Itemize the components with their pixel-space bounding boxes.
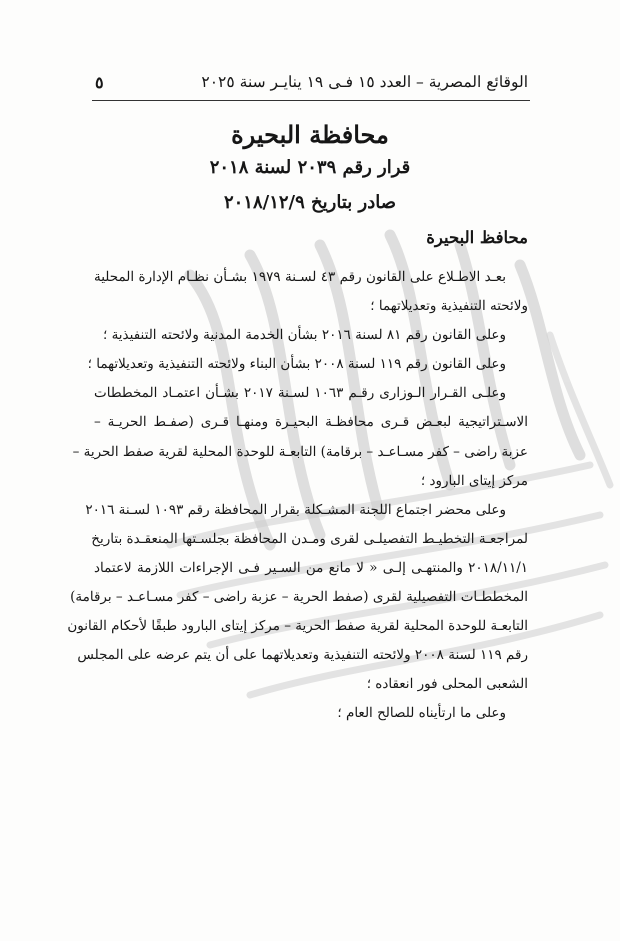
governorate-title: محافظة البحيرة	[231, 120, 389, 149]
body-line: الشعبى المحلى فور انعقاده ؛	[366, 676, 528, 693]
decree-body	[67, 263, 528, 729]
body-line: وعلى محضر اجتماع اللجنة المشـكلة بقرار المحافظة رقم ١٠٩٣ لسـنة ٢٠١٦	[85, 501, 506, 518]
body-line: عزبة راضى – كفر مسـاعـد – برقامة) التابعـة للوحدة المحلية لقرية صفط الحرية –	[72, 443, 528, 460]
body-line: مركز إيتاى البارود ؛	[420, 472, 528, 489]
body-line: رقم ١١٩ لسنة ٢٠٠٨ ولائحته التنفيذية وتعديلاتهما على أن يتم عرضه على المجلس	[77, 647, 528, 664]
body-line: التابعـة للوحدة المحلية لقرية صفط الحرية – مركز إيتاى البارود طبقًا لأحكام القانون	[67, 618, 528, 635]
body-line: وعلى ما ارتأيناه للصالح العام ؛	[337, 705, 506, 722]
body-line: ٢٠١٨/١١/١ والمنتهـى إلـى « لا مانع من السـير فـى الإجراءات اللازمة لاعتماد	[94, 559, 528, 576]
body-line: وعلى القانون رقم ١١٩ لسنة ٢٠٠٨ بشأن البناء ولائحته التنفيذية وتعديلاتهما ؛	[87, 356, 506, 373]
issue-date: صادر بتاريخ ٢٠١٨/١٢/٩	[223, 192, 397, 213]
body-line: وعلى القانون رقم ٨١ لسنة ٢٠١٦ بشأن الخدمة المدنية ولائحته التنفيذية ؛	[102, 327, 506, 344]
body-line: المخططـات التفصيلية لقرى (صفط الحرية – عزبة راضى – كفر مسـاعـد – برقامة)	[70, 589, 528, 606]
body-line: لمراجعـة التخطيـط التفصيلـى لقرى ومـدن المحافظة بجلسـتها المنعقـدة بتاريخ	[91, 530, 528, 547]
body-line: بعـد الاطـلاع على القانون رقم ٤٣ لسـنة ١٩٧٩ بشـأن نظـام الإدارة المحلية	[94, 269, 506, 285]
body-line: الاسـتراتيجية لبعـض قـرى محافظـة البحيـرة ومنهـا قـرى (صفـط الحريـة –	[94, 414, 528, 431]
running-header	[95, 70, 528, 94]
body-line: ولائحته التنفيذية وتعديلاتهما ؛	[370, 298, 528, 315]
gazette-header-title: الوقائع المصرية – العدد ١٥ فـى ١٩ ينايـر سنة ٢٠٢٥	[201, 73, 528, 91]
governor-heading: محافظ البحيرة	[426, 228, 528, 247]
decree-number: قرار رقم ٢٠٣٩ لسنة ٢٠١٨	[209, 157, 411, 178]
page-number: ٥	[95, 72, 104, 92]
body-line: وعلـى القـرار الـوزارى رقـم ١٠٦٣ لسـنة ٢٠١٧ بشـأن اعتمـاد المخططات	[94, 385, 506, 402]
header-divider	[92, 100, 530, 101]
